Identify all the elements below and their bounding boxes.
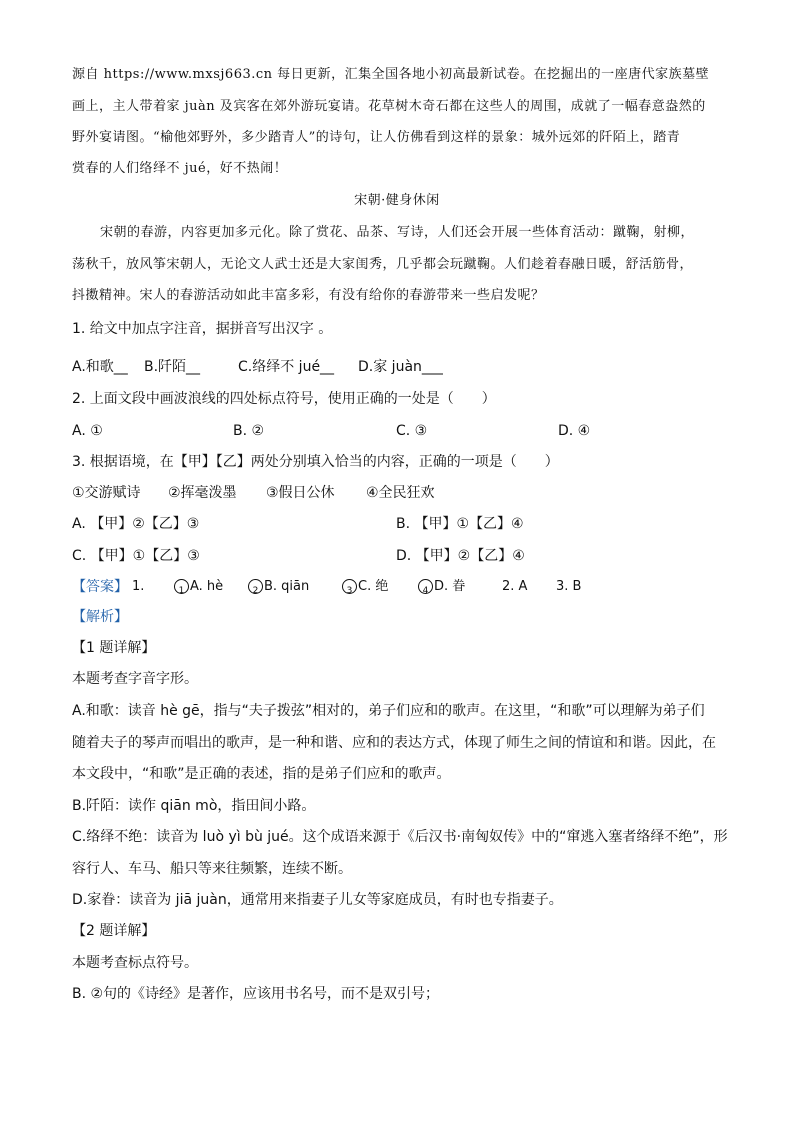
answer-q3: 3. B [556, 579, 582, 594]
section-line: 宋朝的春游，内容更加多元化。除了赏花、品茶、写诗，人们还会开展一些体育活动：蹴鞠，射柳， [100, 225, 695, 240]
answer-row [72, 576, 732, 598]
q3-choice: ③假日公休 [266, 485, 335, 501]
detail-1-title: 【1 题详解】 [72, 640, 156, 656]
passage-line: 赏春的人们络绎不 jué，好不热闹！ [72, 161, 288, 176]
q3-option-a: A. 【甲】②【乙】③ [72, 516, 200, 532]
detail-1-line: B.阡陌：读作 qiān mò，指田间小路。 [72, 798, 316, 814]
section-line: 荡秋千，放风筝宋朝人，无论文人武士还是大家闺秀，几乎都会玩蹴鞠。人们趁着春融日暖，舒活筋骨， [72, 257, 694, 272]
q3-option-b: B. 【甲】①【乙】④ [396, 516, 524, 532]
detail-1-line: 本文段中，“和歌”是正确的表述，指的是弟子们应和的歌声。 [72, 766, 451, 782]
detail-1-line: 容行人、车马、船只等来往频繁，连续不断。 [72, 861, 352, 877]
q3-option-c: C. 【甲】①【乙】③ [72, 548, 200, 564]
q1-option-b: B.阡陌__ [144, 359, 201, 375]
circled-number-icon: 2 [248, 579, 263, 594]
q1-option-a: A.和歌__ [72, 359, 128, 375]
answer-item: 1 A. hè [174, 576, 223, 598]
circled-number-icon: 4 [418, 579, 433, 594]
section-line: 抖擞精神。宋人的春游活动如此丰富多彩，有没有给你的春游带来一些启发呢？ [72, 288, 545, 303]
detail-1-line: 随着夫子的琴声而唱出的歌声，是一种和谐、应和的表达方式，体现了师生之间的情谊和和谐。因此，在 [72, 735, 716, 751]
detail-2-line: B. ②句的《诗经》是著作，应该用书名号，而不是双引号； [72, 986, 440, 1002]
q1-option-c: C.络绎不 jué__ [238, 359, 335, 375]
analysis-label: 【解析】 [72, 609, 128, 625]
answer-q-num: 1. [132, 579, 145, 594]
q2-option-a: A. ① [72, 423, 103, 439]
detail-1-intro: 本题考查字音字形。 [72, 671, 198, 687]
question-1-stem: 1. 给文中加点字注音，据拼音写出汉字 。 [72, 321, 333, 337]
q1-option-d: D.家 juàn___ [358, 359, 443, 375]
detail-2-title: 【2 题详解】 [72, 923, 156, 939]
section-heading: 宋朝·健身休闲 [354, 193, 440, 208]
question-3-stem: 3. 根据语境，在【甲】【乙】两处分别填入恰当的内容，正确的一项是（ ） [72, 454, 559, 470]
q3-choice: ①交游赋诗 [72, 485, 141, 501]
detail-2-intro: 本题考查标点符号。 [72, 955, 198, 971]
answer-label: 【答案】 [72, 579, 128, 595]
passage-line: 野外宴请图。“榆他郊野外，多少踏青人”的诗句，让人仿佛看到这样的景象：城外远郊的阡陌上，踏青 [72, 130, 681, 145]
passage-line: 画上，主人带着家 juàn 及宾客在郊外游玩宴请。花草树木奇石都在这些人的周围，成就了一幅春意盎然的 [72, 99, 706, 114]
answer-q2: 2. A [502, 579, 528, 594]
detail-1-line: C.络绎不绝：读音为 luò yì bù jué。这个成语来源于《后汉书·南匈奴传》中的“窜逃入塞者络绎不绝”，形 [72, 829, 728, 845]
q3-choice: ②挥毫泼墨 [168, 485, 237, 501]
answer-item: 3 C. 绝 [342, 576, 388, 598]
circled-number-icon: 1 [174, 579, 189, 594]
q3-option-d: D. 【甲】②【乙】④ [396, 548, 525, 564]
detail-1-line: A.和歌：读音 hè gē，指与“夫子拨弦”相对的，弟子们应和的歌声。在这里，“和歌”可以理解为弟子们 [72, 703, 705, 719]
answer-item: 2 B. qiān [248, 576, 309, 598]
q3-choice: ④全民狂欢 [366, 485, 435, 501]
answer-item: 4 D. 眷 [418, 576, 465, 598]
q2-option-b: B. ② [233, 423, 265, 439]
q2-option-d: D. ④ [558, 423, 591, 439]
question-2-stem: 2. 上面文段中画波浪线的四处标点符号，使用正确的一处是（ ） [72, 391, 496, 407]
circled-number-icon: 3 [342, 579, 357, 594]
detail-1-line: D.家眷：读音为 jiā juàn，通常用来指妻子儿女等家庭成员，有时也专指妻子。 [72, 892, 563, 908]
passage-line: 源自 https://www.mxsj663.cn 每日更新，汇集全国各地小初高最新试卷。在挖掘出的一座唐代家族墓壁 [72, 67, 710, 82]
q2-option-c: C. ③ [396, 423, 428, 439]
